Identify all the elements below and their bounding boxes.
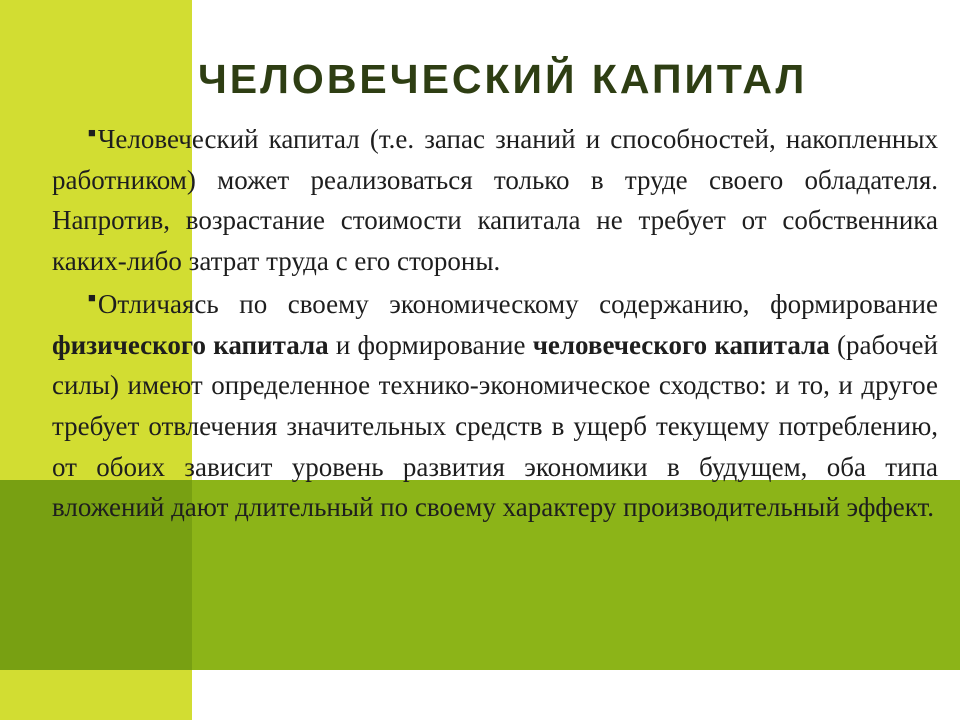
square-bullet-icon: ■ [88, 289, 96, 305]
bold-term-human-capital: человеческого капитала [532, 329, 830, 360]
paragraph-2-text: и формирование [328, 329, 533, 360]
square-bullet-icon: ■ [88, 125, 96, 140]
bullet-paragraph-1 [52, 119, 938, 282]
slide-title: ЧЕЛОВЕЧЕСКИЙ КАПИТАЛ [198, 56, 808, 102]
paragraph-2-text: (рабочей силы) имеют определенное технико-экономическое сходство: и то, и другое требует отвлечения значительных средств в ущерб текущему потреблению, от обоих зависит уровень развития экономики в будущем, оба типа вложений дают длительный по своему характеру производительный эффект. [52, 329, 938, 523]
bold-term-physical-capital: физического капитала [52, 329, 329, 360]
paragraph-1-text: Человеческий капитал (т.е. запас знаний и способностей, накопленных работником) может реализоваться только в труде своего обладателя. Напротив, возрастание стоимости капитала не требует от собственника каких-либо затрат труда с его стороны. [52, 124, 938, 277]
paragraph-2-text: Отличаясь по своему экономическому содержанию, формирование [97, 288, 938, 319]
bullet-paragraph-2 [52, 284, 938, 528]
slide-body [52, 119, 938, 528]
